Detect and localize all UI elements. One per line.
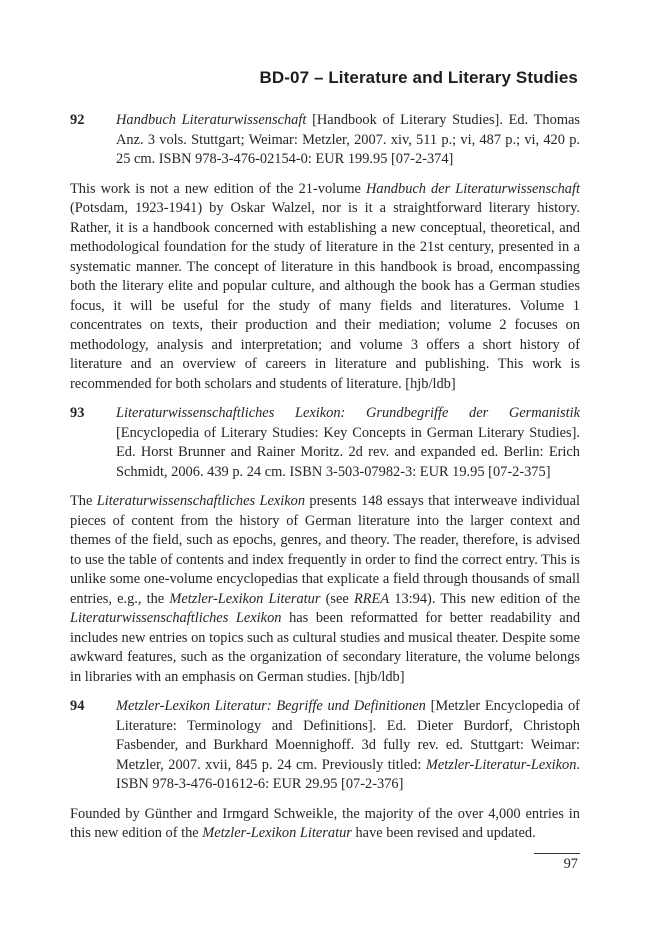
- entry-citation: [116, 404, 580, 482]
- review-text: (see: [320, 590, 354, 607]
- review-paragraph: [70, 180, 580, 395]
- review-italic-title: Metzler-Lexikon Literatur: [202, 825, 352, 841]
- citation-text: [Encyclopedia of Literary Studies: Key Concepts in German Literary Studies]. Ed. Horst Brunner and Rainer Moritz. 2d rev. and expanded ed. Berlin: Erich Schmidt, 2006. 439 p. 24 cm. ISBN 3-503-07982-3: EUR 19.95 [07-2-375]: [116, 424, 580, 480]
- entry-number: 94: [70, 698, 85, 714]
- page-number: 97: [563, 856, 578, 872]
- review-italic-title: Literaturwissenschaftliches Lexikon: [96, 493, 306, 509]
- review-text: Founded by Günther and Irmgard Schweikle, the majority of the over 4,000 entries in this new edition of the: [70, 805, 580, 841]
- review-text: presents 148 essays that interweave individual pieces of content from the history of German literature into the larger context and themes of the field, such as epochs, genres, and theory. The reader, therefore, is advised to use the table of contents and index frequently in order to find the correct entry. This is unlike some one-volume encyclopedias that explicate a field through thousands of small entries, e.g., the: [70, 493, 580, 607]
- review-text: has been reformatted for better readability and includes new entries on topics such as cultural studies and musical theater. Despite some awkward features, such as the organization of secondary literature, the volume belongs in libraries with an emphasis on German studies. [hjb/ldb]: [70, 610, 581, 685]
- entry-title: Handbuch Literaturwissenschaft: [116, 112, 307, 128]
- review-italic-title: Handbuch der Literaturwissenschaft: [366, 180, 581, 197]
- entry-number: 93: [70, 405, 85, 421]
- review-paragraph: [70, 805, 580, 844]
- page-body: [70, 111, 580, 854]
- running-header: BD-07 – Literature and Literary Studies: [259, 68, 578, 87]
- review-text: have been revised and updated.: [351, 825, 536, 841]
- review-text: (Potsdam, 1923-1941) by Oskar Walzel, nor is it a straightforward literary history. Rather, it is a handbook concerned with establishing a new conceptual, theoretical, and methodological foundation for the study of literature in the 21st century, presented in a systematic manner. The concept of literature in this handbook is broad, encompassing both the literary elite and popular culture, and although the book has a German studies focus, it will be useful for the study of many fields and literatures. Volume 1 concentrates on texts, their production and their mediation; volume 2 focuses on methodology, analysis and interpretation; and volume 3 offers a short history of literature and an overview of careers in literature and publishing. This work is recommended for both scholars and students of literature. [hjb/ldb]: [70, 200, 580, 392]
- citation-text: . ISBN 978-3-476-01612-6: EUR 29.95 [07-2-376]: [116, 756, 580, 792]
- entry-title: Literaturwissenschaftliches Lexikon: Grundbegriffe der Germanistik: [116, 405, 580, 421]
- citation-text: [Metzler Encyclopedia of Literature: Terminology and Definitions]. Ed. Dieter Burdorf, Christoph Fasbender, and Burkhard Moennighoff. 3d fully rev. ed. Stuttgart: Weimar: Metzler, 2007. xvii, 845 p. 24 cm. Previously titled:: [116, 698, 580, 773]
- entry-number: 92: [70, 112, 85, 128]
- review-italic-title: Metzler-Lexikon Literatur: [169, 590, 321, 607]
- review-text: The: [70, 493, 97, 509]
- review-italic-title: RREA: [353, 590, 390, 607]
- entry-citation: [116, 697, 580, 795]
- review-text: 13:94). This new edition of the: [389, 590, 580, 607]
- footer-rule: [534, 853, 580, 854]
- bibliography-entry: [70, 697, 580, 795]
- review-italic-title: Literaturwissenschaftliches Lexikon: [70, 610, 282, 626]
- bibliography-entry: [70, 404, 580, 482]
- citation-italic: Metzler-Literatur-Lexikon: [425, 756, 577, 773]
- entry-citation: [116, 111, 580, 170]
- review-paragraph: [70, 492, 580, 687]
- bibliography-entry: [70, 111, 580, 170]
- review-text: This work is not a new edition of the 21-volume: [70, 180, 367, 197]
- citation-text: [Handbook of Literary Studies]. Ed. Thomas Anz. 3 vols. Stuttgart; Weimar: Metzler, 2007. xiv, 511 p.; vi, 487 p.; vi, 420 p. 25 cm. ISBN 978-3-476-02154-0: EUR 199.95 [07-2-374]: [116, 112, 581, 167]
- entry-title: Metzler-Lexikon Literatur: Begriffe und Definitionen: [116, 698, 426, 714]
